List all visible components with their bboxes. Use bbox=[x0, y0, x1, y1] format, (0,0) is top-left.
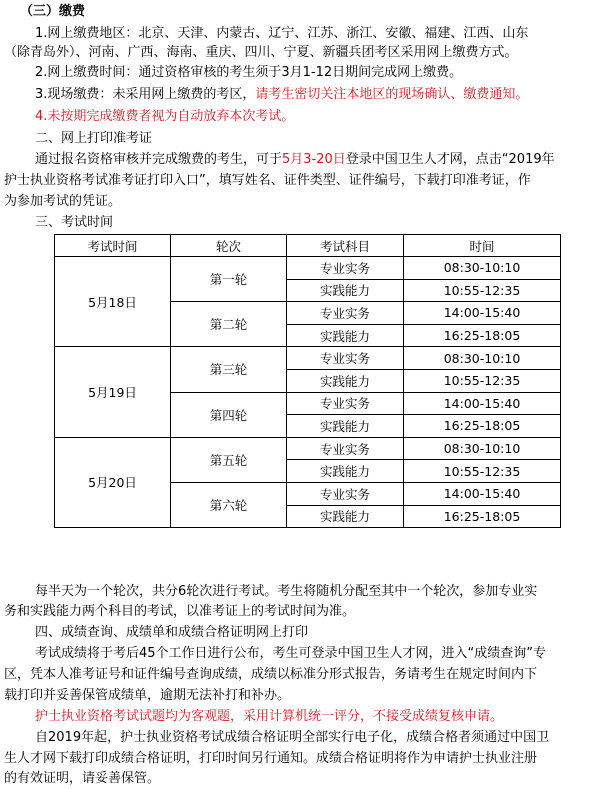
time-cell: 14:00-15:40 bbox=[404, 302, 561, 325]
header-exam-date: 考试时间 bbox=[55, 235, 171, 257]
heading-score-query: 四、成绩查询、成绩单和成绩合格证明网上打印 bbox=[35, 625, 309, 640]
ticket-date-highlight: 5月3-20日 bbox=[282, 152, 346, 167]
day-cell: 5月19日 bbox=[55, 347, 171, 437]
time-cell: 14:00-15:40 bbox=[404, 482, 561, 505]
time-cell: 08:30-10:10 bbox=[404, 347, 561, 370]
subject-cell: 专业实务 bbox=[287, 437, 404, 460]
subject-cell: 专业实务 bbox=[287, 257, 404, 280]
exam-schedule-table bbox=[54, 234, 561, 528]
round-cell: 第五轮 bbox=[171, 437, 287, 482]
time-cell: 16:25-18:05 bbox=[404, 415, 561, 438]
time-cell: 08:30-10:10 bbox=[404, 437, 561, 460]
paragraph-online-regions-cont: （除青岛外）、河南、广西、海南、重庆、四川、宁夏、新疆兵团考区采用网上缴费方式。 bbox=[4, 45, 518, 60]
subject-cell: 实践能力 bbox=[287, 369, 404, 392]
paragraph-round-note: 每半天为一个轮次，共分6轮次进行考试。考生将随机分配至其中一个轮次，参加专业实 bbox=[35, 584, 538, 599]
round-cell: 第四轮 bbox=[171, 392, 287, 437]
table-row bbox=[55, 347, 561, 370]
time-cell: 10:55-12:35 bbox=[404, 460, 561, 483]
paragraph-electronic-certificate: 自2019年起，护士执业资格考试成绩合格证明全部实行电子化，成绩合格者须通过中国卫 bbox=[35, 730, 550, 745]
header-round: 轮次 bbox=[171, 235, 287, 257]
paragraph-score-release: 考试成绩将于考后45个工作日进行公布，考生可登录中国卫生人才网，进入“成绩查询”专 bbox=[35, 646, 547, 661]
paragraph-admission-ticket bbox=[35, 151, 555, 169]
section-title-payment: （三）缴费 bbox=[20, 4, 86, 19]
round-cell: 第六轮 bbox=[171, 482, 287, 527]
subject-cell: 实践能力 bbox=[287, 460, 404, 483]
day-cell: 5月20日 bbox=[55, 437, 171, 527]
ticket-text-c: 登录中国卫生人才网，点击“2019年 bbox=[345, 152, 555, 167]
time-cell: 10:55-12:35 bbox=[404, 279, 561, 302]
paragraph-overdue-warning: 4.未按期完成缴费者视为自动放弃本次考试。 bbox=[35, 109, 295, 124]
round-cell: 第三轮 bbox=[171, 347, 287, 392]
subject-cell: 专业实务 bbox=[287, 482, 404, 505]
table-row bbox=[55, 257, 561, 280]
time-cell: 16:25-18:05 bbox=[404, 505, 561, 528]
ticket-text-a: 通过报名资格审核并完成缴费的考生，可于 bbox=[35, 152, 283, 167]
subject-cell: 专业实务 bbox=[287, 392, 404, 415]
paragraph-electronic-certificate-line2: 生人才网下载打印成绩合格证明，打印时间另行通知。成绩合格证明将作为申请护士执业注册 bbox=[4, 751, 538, 766]
table-row bbox=[55, 437, 561, 460]
time-cell: 10:55-12:35 bbox=[404, 369, 561, 392]
time-cell: 08:30-10:10 bbox=[404, 257, 561, 280]
paragraph-online-time: 2.网上缴费时间：通过资格审核的考生须于3月1-12日期间完成网上缴费。 bbox=[35, 65, 463, 80]
subject-cell: 专业实务 bbox=[287, 347, 404, 370]
paragraph-score-release-line3: 载打印并妥善保管成绩单，逾期无法补打和补办。 bbox=[4, 688, 291, 703]
header-time: 时间 bbox=[404, 235, 561, 257]
heading-admission-ticket: 二、网上打印准考证 bbox=[35, 131, 153, 146]
paragraph-online-regions: 1.网上缴费地区：北京、天津、内蒙古、辽宁、江苏、浙江、安徽、福建、江西、山东 bbox=[35, 26, 529, 41]
subject-cell: 实践能力 bbox=[287, 415, 404, 438]
subject-cell: 专业实务 bbox=[287, 302, 404, 325]
subject-cell: 实践能力 bbox=[287, 505, 404, 528]
round-cell: 第一轮 bbox=[171, 257, 287, 302]
heading-exam-time: 三、考试时间 bbox=[35, 215, 114, 230]
paragraph-no-review: 护士执业资格考试试题均为客观题，采用计算机统一评分，不接受成绩复核申请。 bbox=[35, 709, 504, 724]
paragraph-admission-ticket-line3: 为参加考试的凭证。 bbox=[4, 194, 122, 209]
paragraph-onsite-payment bbox=[35, 86, 528, 104]
subject-cell: 实践能力 bbox=[287, 324, 404, 347]
round-cell: 第二轮 bbox=[171, 302, 287, 347]
header-subject: 考试科目 bbox=[287, 235, 404, 257]
day-cell: 5月18日 bbox=[55, 257, 171, 347]
table-header-row bbox=[55, 235, 561, 257]
paragraph-electronic-certificate-line3: 的有效证明，请妥善保管。 bbox=[4, 771, 161, 786]
paragraph-round-note-line2: 务和实践能力两个科目的考试，以准考证上的考试时间为准。 bbox=[4, 604, 356, 619]
paragraph-admission-ticket-line2: 护士执业资格考试准考证打印入口”，填写姓名、证件类型、证件编号，下载打印准考证，作 bbox=[4, 173, 531, 188]
time-cell: 16:25-18:05 bbox=[404, 324, 561, 347]
time-cell: 14:00-15:40 bbox=[404, 392, 561, 415]
paragraph-score-release-line2: 区，凭本人准考证号和证件编号查询成绩，成绩以标准分形式报告，务请考生在规定时间内下 bbox=[4, 667, 538, 682]
onsite-notice-highlight: 请考生密切关注本地区的现场确认、缴费通知。 bbox=[255, 87, 529, 102]
subject-cell: 实践能力 bbox=[287, 279, 404, 302]
onsite-text: 3.现场缴费：未采用网上缴费的考区， bbox=[35, 87, 256, 102]
